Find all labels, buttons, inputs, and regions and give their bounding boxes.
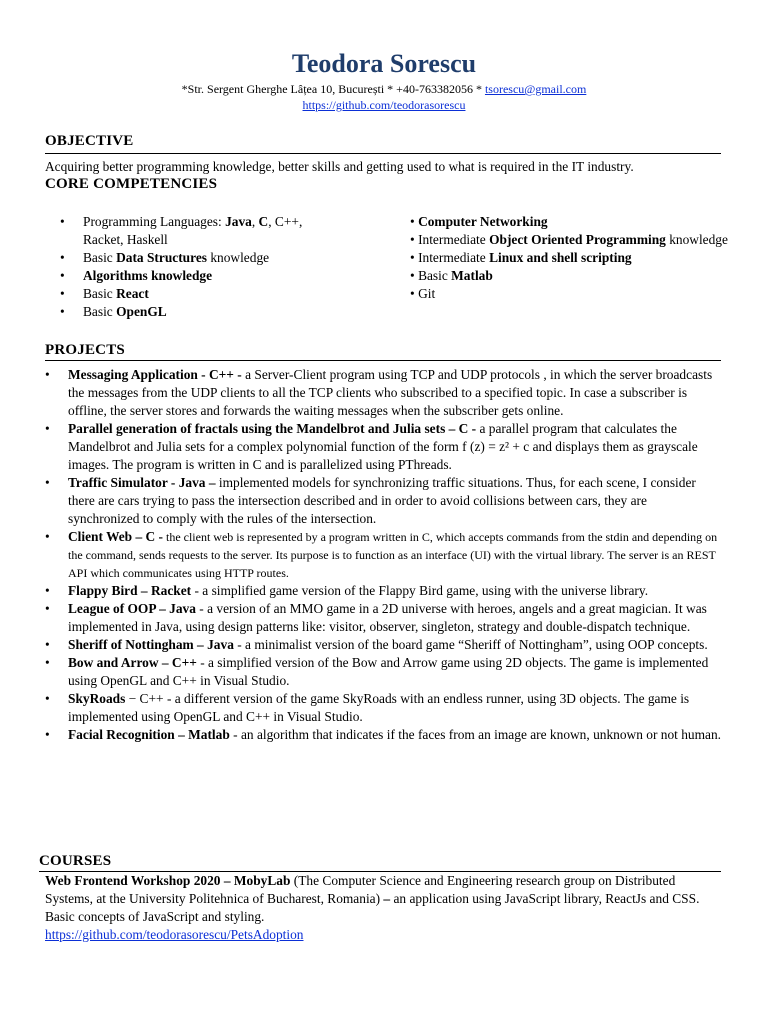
project-desc: − C++ - a different version of the game SkyRoads with an endless runner, using 3D objects. The game is implemented using OpenGL and C++ in Visual Studio. (68, 691, 690, 724)
bullet: • (45, 637, 50, 652)
candidate-name: Teodora Sorescu (291, 49, 477, 78)
item-text: Basic (83, 286, 117, 301)
objective-divider (45, 153, 721, 154)
bullet: • (45, 727, 50, 742)
list-item (45, 654, 721, 690)
email-link[interactable]: tsorescu@gmail.com (484, 82, 587, 96)
project-desc: - an algorithm that indicates if the faces from an image are known, unknown or not human. (229, 727, 722, 742)
project-desc: the client web is represented by a program written in C, which accepts commands from the stdin and depending on the command, sends requests to the server. Its purpose is to function as an interface (UI) with the virtual library. The server is an REST API which communicates using HTTP routes. (68, 530, 718, 580)
address-phone: *Str. Sergent Gherghe Lâțea 10, București * +40-763382056 * (181, 82, 485, 96)
project-title: Traffic Simulator - Java – (68, 475, 216, 490)
list-item (410, 249, 730, 267)
bullet: • (410, 286, 415, 301)
project-title: Client Web – C - (68, 529, 163, 544)
projects-divider (45, 360, 721, 361)
objective-heading: OBJECTIVE (45, 133, 134, 149)
list-item (45, 474, 721, 528)
item-bold: Algorithms knowledge (83, 268, 213, 283)
list-item (60, 267, 320, 285)
list-item (45, 636, 721, 654)
item-bold: Linux and shell scripting (489, 250, 632, 265)
project-title: Facial Recognition – Matlab (68, 727, 230, 742)
contact-info (0, 81, 768, 113)
bullet: • (45, 529, 50, 544)
item-bold: Matlab (451, 268, 493, 283)
project-title: Flappy Bird – Racket (68, 583, 192, 598)
project-desc: - a simplified version of the Bow and Arrow game using 2D objects. The game is implemented using OpenGL and C++ in Visual Studio. (68, 655, 709, 688)
list-item (410, 285, 730, 303)
item-text: Basic (83, 304, 117, 319)
bullet: • (410, 232, 415, 247)
bullet: • (45, 475, 50, 490)
list-item (60, 213, 320, 249)
list-item (45, 366, 721, 420)
competencies-heading: CORE COMPETENCIES (45, 176, 218, 192)
bullet: • (60, 304, 65, 319)
list-item (410, 231, 730, 249)
bullet: • (410, 268, 415, 283)
course-org: (The Computer Science and Engineering research group on Distributed Systems, at the University Politehnica of Bucharest, Romania) (45, 873, 676, 906)
project-title: Messaging Application - C++ - (68, 367, 242, 382)
project-title: SkyRoads (68, 691, 126, 706)
item-text: , C++, Racket, Haskell (83, 214, 303, 247)
item-text: knowledge (206, 250, 270, 265)
course-desc: an application using JavaScript library, ReactJs and CSS. Basic concepts of JavaScript and styling. (45, 891, 700, 924)
projects-heading: PROJECTS (45, 342, 125, 358)
bullet: • (45, 691, 50, 706)
bullet: • (45, 655, 50, 670)
item-bold: OpenGL (116, 304, 167, 319)
item-text: Intermediate (418, 232, 490, 247)
courses-heading: COURSES (39, 853, 112, 869)
item-bold: React (116, 286, 149, 301)
bullet: • (45, 421, 50, 436)
competencies-right-list (410, 213, 730, 303)
list-item (45, 582, 721, 600)
bullet: • (60, 286, 65, 301)
item-text: Git (418, 286, 436, 301)
list-item (45, 528, 721, 582)
course-entry (45, 872, 721, 944)
course-dash: – (380, 891, 391, 906)
bullet: • (60, 268, 65, 283)
list-item (45, 420, 721, 474)
bullet: • (60, 214, 65, 229)
bullet: • (45, 367, 50, 382)
competencies-left-list (60, 213, 320, 321)
item-text: Basic (418, 268, 452, 283)
list-item (60, 285, 320, 303)
item-bold: C (258, 214, 269, 229)
item-bold: Data Structures (116, 250, 207, 265)
project-desc: a parallel program that calculates the Mandelbrot and Julia sets for a complex polynomial function of the form f (z) = z² + c and displays them as grayscale images. The program is written in C and is parallelized using PThreads. (68, 421, 698, 472)
list-item (410, 267, 730, 285)
bullet: • (410, 250, 415, 265)
bullet: • (45, 601, 50, 616)
list-item (45, 726, 721, 744)
list-item (60, 249, 320, 267)
item-text: Basic (83, 250, 117, 265)
list-item (45, 690, 721, 726)
objective-text: Acquiring better programming knowledge, better skills and getting used to what is required in the IT industry. (45, 159, 634, 174)
course-title: Web Frontend Workshop 2020 – MobyLab (45, 873, 291, 888)
bullet: • (410, 214, 415, 229)
item-text: Programming Languages: (83, 214, 226, 229)
bullet: • (45, 583, 50, 598)
project-desc: a Server-Client program using TCP and UDP protocols , in which the server broadcasts the messages from the UDP clients to all the TCP clients who subscribed to a specified topic. In case a subscriber is offline, the server stores and forwards the waiting messages when the subscriber gets online. (68, 367, 713, 418)
list-item (45, 600, 721, 636)
project-desc: implemented models for synchronizing traffic situations. Thus, for each scene, I consider there are cars trying to pass the intersection described and in order to avoid collisions between cars, they are synchronized to comply with the rules of the intersection. (68, 475, 696, 526)
project-title: League of OOP – Java (68, 601, 196, 616)
project-desc: - a simplified game version of the Flappy Bird game, using with the universe library. (191, 583, 649, 598)
item-bold: Java (225, 214, 252, 229)
github-link[interactable]: https://github.com/teodorasorescu (302, 98, 466, 112)
item-bold: Object Oriented Programming (489, 232, 666, 247)
project-desc: - a minimalist version of the board game “Sheriff of Nottingham”, using OOP concepts. (233, 637, 708, 652)
project-title: Bow and Arrow – C++ (68, 655, 197, 670)
projects-list (45, 366, 721, 744)
project-title: Sheriff of Nottingham – Java (68, 637, 234, 652)
item-text: , (251, 214, 259, 229)
bullet: • (60, 250, 65, 265)
list-item (410, 213, 730, 231)
item-bold: Computer Networking (418, 214, 548, 229)
item-text: Intermediate (418, 250, 490, 265)
project-desc: - a version of an MMO game in a 2D universe with heroes, angels and a great magician. It was implemented in Java, using design patterns like: visitor, observer, singleton, strategy and double-dispatch technique. (68, 601, 707, 634)
item-text: knowledge (665, 232, 728, 247)
course-repo-link[interactable]: https://github.com/teodorasorescu/PetsAdoption (45, 927, 304, 942)
list-item (60, 303, 320, 321)
project-title: Parallel generation of fractals using the Mandelbrot and Julia sets – C - (68, 421, 477, 436)
